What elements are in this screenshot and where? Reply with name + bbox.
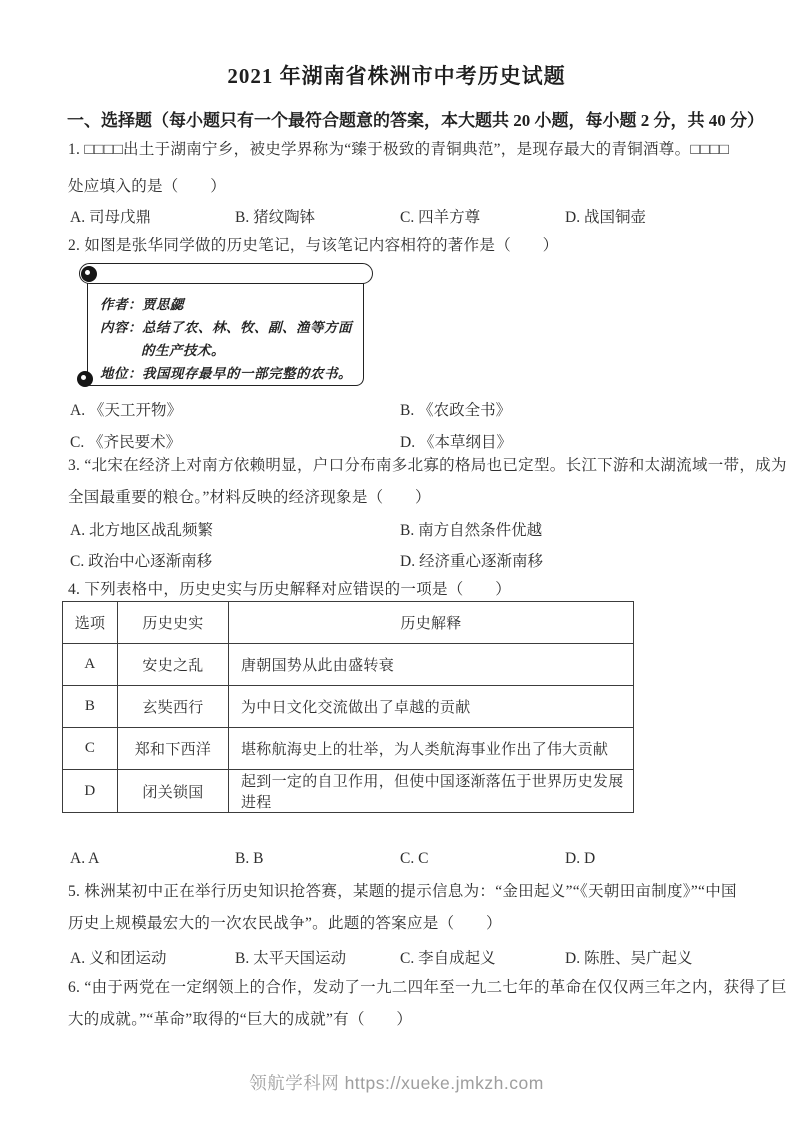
option-c: C. 《齐民要术》 — [70, 434, 182, 451]
question-6-line-2: 大的成就。”“革命”取得的“巨大的成就”有（ ） — [68, 1011, 413, 1028]
section-heading: 一、选择题（每小题只有一个最符合题意的答案，本大题共 20 小题，每小题 2 分，共 40 分） — [67, 111, 764, 130]
note-content-line-2: 的生产技术。 — [141, 343, 225, 358]
table-row — [63, 686, 634, 728]
option-d: D. 陈胜、吴广起义 — [565, 950, 693, 967]
option-c: C. 四羊方尊 — [400, 209, 481, 226]
option-d: D. 经济重心逐渐南移 — [400, 553, 543, 570]
table-header-option: 选项 — [63, 602, 118, 644]
option-c: C. 李自成起义 — [400, 950, 496, 967]
question-2-options-row-1 — [70, 398, 730, 420]
option-b: B. 《农政全书》 — [400, 402, 512, 419]
option-b: B. B — [235, 850, 264, 867]
table-cell: C — [63, 728, 118, 770]
question-3-line-1: 3. “北宋在经济上对南方依赖明显，户口分布南多北寡的格局也已定型。长江下游和太湖流域一带，成为 — [68, 457, 787, 474]
note-status-line: 地位：我国现存最早的一部完整的农书。 — [100, 366, 352, 381]
watermark-site-link: 领航学科网 https://xueke.jmkzh.com — [249, 1073, 544, 1093]
question-1-line-1: 1. □□□□出土于湖南宁乡，被史学界称为“臻于极致的青铜典范”，是现存最大的青铜酒尊。□□□□ — [68, 141, 730, 158]
fact-interpretation-table — [62, 601, 634, 813]
option-d: D. 战国铜壶 — [565, 209, 646, 226]
table-cell: 郑和下西洋 — [118, 728, 229, 770]
table-row — [63, 770, 634, 813]
question-1-line-2: 处应填入的是（ ） — [68, 178, 227, 195]
option-b: B. 猪纹陶钵 — [235, 209, 316, 226]
question-3-options-row-1 — [70, 518, 730, 540]
option-a: A. A — [70, 850, 100, 867]
table-cell: 堪称航海史上的壮举，为人类航海事业作出了伟大贡献 — [229, 728, 634, 770]
question-5-options — [70, 946, 730, 968]
page-title: 2021 年湖南省株洲市中考历史试题 — [227, 64, 566, 88]
table-cell: 唐朝国势从此由盛转衰 — [229, 644, 634, 686]
question-5-line-1: 5. 株洲某初中正在举行历史知识抢答赛，某题的提示信息为：“金田起义”“《天朝田亩制度》”“中国 — [68, 883, 737, 900]
table-row — [63, 728, 634, 770]
history-note-scroll-image — [73, 263, 373, 389]
question-6-line-1: 6. “由于两党在一定纲领上的合作，发动了一九二四年至一九二七年的革命在仅仅两三年之内，获得了巨 — [68, 979, 787, 996]
option-c: C. 政治中心逐渐南移 — [70, 553, 213, 570]
option-a: A. 义和团运动 — [70, 950, 167, 967]
question-5-line-2: 历史上规模最宏大的一次农民战争”。此题的答案应是（ ） — [68, 915, 502, 932]
table-header-fact: 历史史实 — [118, 602, 229, 644]
question-4-line-1: 4. 下列表格中，历史史实与历史解释对应错误的一项是（ ） — [68, 581, 512, 598]
option-a: A. 北方地区战乱频繁 — [70, 522, 213, 539]
table-cell: 玄奘西行 — [118, 686, 229, 728]
option-b: B. 南方自然条件优越 — [400, 522, 543, 539]
question-2-line-1: 2. 如图是张华同学做的历史笔记，与该笔记内容相符的著作是（ ） — [68, 237, 559, 254]
option-d: D. D — [565, 850, 596, 867]
question-3-options-row-2 — [70, 549, 730, 571]
option-a: A. 司母戊鼎 — [70, 209, 151, 226]
option-b: B. 太平天国运动 — [235, 950, 347, 967]
question-2-options-row-2 — [70, 430, 730, 452]
note-author-line: 作者：贾思勰 — [100, 297, 184, 312]
question-4-options — [70, 850, 730, 868]
table-row — [63, 644, 634, 686]
table-cell: B — [63, 686, 118, 728]
scroll-bottom-knob-icon — [77, 371, 93, 387]
table-cell: 起到一定的自卫作用，但使中国逐渐落伍于世界历史发展进程 — [229, 770, 634, 813]
scroll-top-roll — [79, 263, 373, 284]
table-header-interpretation: 历史解释 — [229, 602, 634, 644]
option-a: A. 《天工开物》 — [70, 402, 182, 419]
table-cell: 安史之乱 — [118, 644, 229, 686]
question-1-options — [70, 205, 730, 227]
scroll-top-knob-icon — [81, 266, 97, 282]
question-3-line-2: 全国最重要的粮仓。”材料反映的经济现象是（ ） — [68, 489, 431, 506]
table-cell: D — [63, 770, 118, 813]
option-d: D. 《本草纲目》 — [400, 434, 512, 451]
scroll-body — [87, 283, 364, 386]
table-cell: 为中日文化交流做出了卓越的贡献 — [229, 686, 634, 728]
table-cell: 闭关锁国 — [118, 770, 229, 813]
note-content-line: 内容：总结了农、林、牧、副、渔等方面 — [100, 320, 352, 335]
option-c: C. C — [400, 850, 429, 867]
table-cell: A — [63, 644, 118, 686]
table-header-row — [63, 602, 634, 644]
